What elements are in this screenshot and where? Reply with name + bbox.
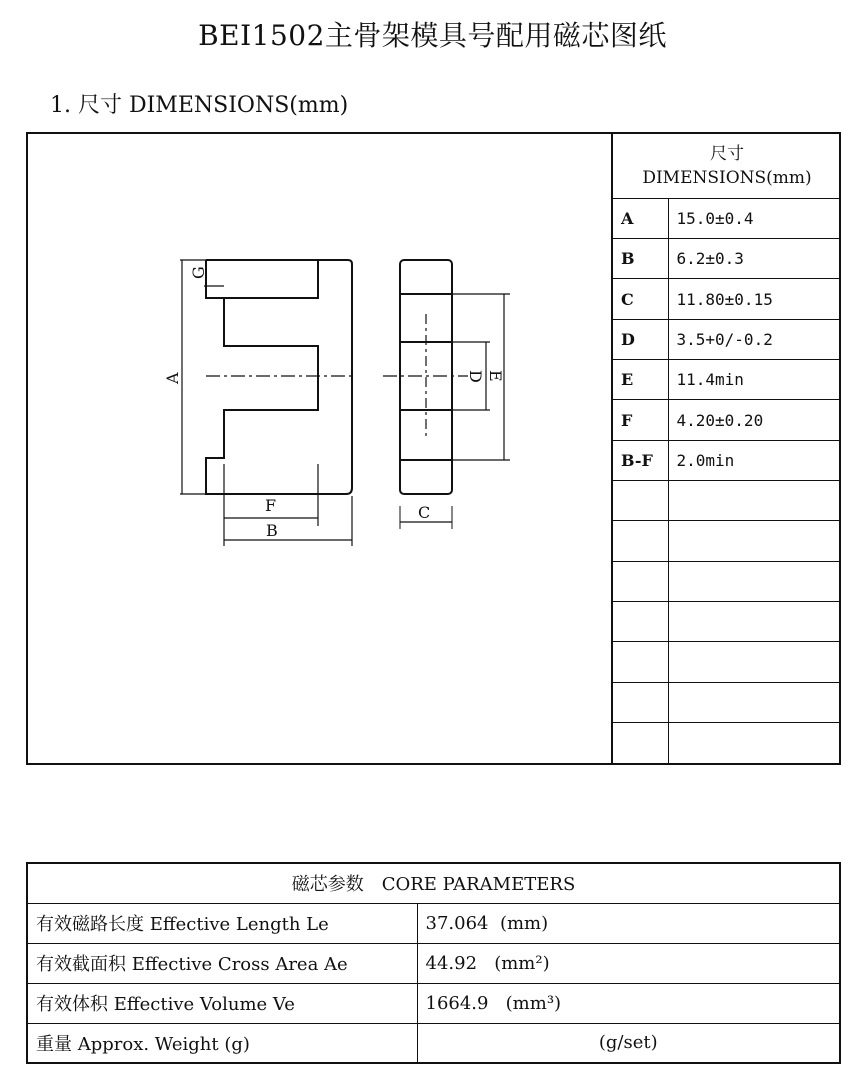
dim-key (612, 642, 668, 682)
core-parameters-header: 磁芯参数 CORE PARAMETERS (27, 863, 840, 903)
table-row (612, 279, 841, 319)
label-d: D (466, 370, 485, 383)
param-value: 44.92 (425, 952, 478, 974)
table-row (27, 943, 840, 983)
table-row (612, 682, 841, 722)
dim-key (612, 521, 668, 561)
dim-key (612, 561, 668, 601)
dim-key: F (612, 400, 668, 440)
dimensions-header-en: DIMENSIONS(mm) (642, 167, 812, 188)
dim-key: D (612, 319, 668, 359)
dim-value (668, 481, 841, 521)
dim-value: 2.0min (668, 440, 841, 480)
table-row (612, 481, 841, 521)
dim-value (668, 561, 841, 601)
dimensions-frame (26, 132, 841, 765)
dim-value: 4.20±0.20 (668, 400, 841, 440)
dim-key (612, 682, 668, 722)
section-heading: 1. 尺寸 DIMENSIONS(mm) (50, 93, 349, 118)
dim-key (612, 723, 668, 763)
label-e: E (486, 370, 505, 382)
param-value-cell (417, 1023, 840, 1063)
label-a: A (163, 372, 182, 384)
e-core-outline (206, 260, 352, 494)
dim-key (612, 481, 668, 521)
dim-key: B-F (612, 440, 668, 480)
dim-value: 3.5+0/-0.2 (668, 319, 841, 359)
table-row (612, 440, 841, 480)
table-row (27, 1023, 840, 1063)
dim-value (668, 602, 841, 642)
table-row (612, 723, 841, 763)
label-c: C (418, 503, 431, 522)
param-unit: (mm²) (494, 952, 550, 974)
label-b: B (266, 521, 278, 540)
dim-value (668, 521, 841, 561)
param-label: 有效体积 Effective Volume Ve (27, 983, 417, 1023)
table-row (27, 903, 840, 943)
document-title: BEI1502主骨架模具号配用磁芯图纸 (198, 19, 667, 52)
param-unit: (mm) (499, 912, 549, 934)
dim-key: E (612, 360, 668, 400)
dim-value: 15.0±0.4 (668, 198, 841, 238)
dim-value (668, 642, 841, 682)
core-parameters-table (26, 862, 841, 1064)
param-unit: (mm³) (505, 992, 562, 1014)
dimensions-table-header (612, 134, 841, 198)
dimensions-header-cn: 尺寸 (710, 143, 744, 164)
dim-key: A (612, 198, 668, 238)
param-value-cell (417, 983, 840, 1023)
dim-key: B (612, 238, 668, 278)
table-row (612, 198, 841, 238)
table-row (612, 561, 841, 601)
core-drawing (28, 134, 611, 763)
table-row (612, 360, 841, 400)
param-value-cell (417, 943, 840, 983)
dim-value: 11.4min (668, 360, 841, 400)
table-row (612, 521, 841, 561)
label-g: G (189, 266, 208, 279)
dim-value (668, 682, 841, 722)
dim-key (612, 602, 668, 642)
param-unit: (g/set) (598, 1032, 658, 1054)
label-f: F (265, 496, 277, 515)
table-row (27, 983, 840, 1023)
dim-value: 6.2±0.3 (668, 238, 841, 278)
param-value: 1664.9 (425, 992, 489, 1014)
table-row (612, 400, 841, 440)
dim-value: 11.80±0.15 (668, 279, 841, 319)
table-row (612, 642, 841, 682)
table-row (612, 319, 841, 359)
param-label: 重量 Approx. Weight (g) (27, 1023, 417, 1063)
table-row (612, 238, 841, 278)
dimensions-table (611, 134, 841, 763)
dim-key: C (612, 279, 668, 319)
dim-value (668, 723, 841, 763)
param-value: 37.064 (425, 912, 489, 934)
param-label: 有效磁路长度 Effective Length Le (27, 903, 417, 943)
table-row (612, 602, 841, 642)
param-label: 有效截面积 Effective Cross Area Ae (27, 943, 417, 983)
param-value-cell (417, 903, 840, 943)
